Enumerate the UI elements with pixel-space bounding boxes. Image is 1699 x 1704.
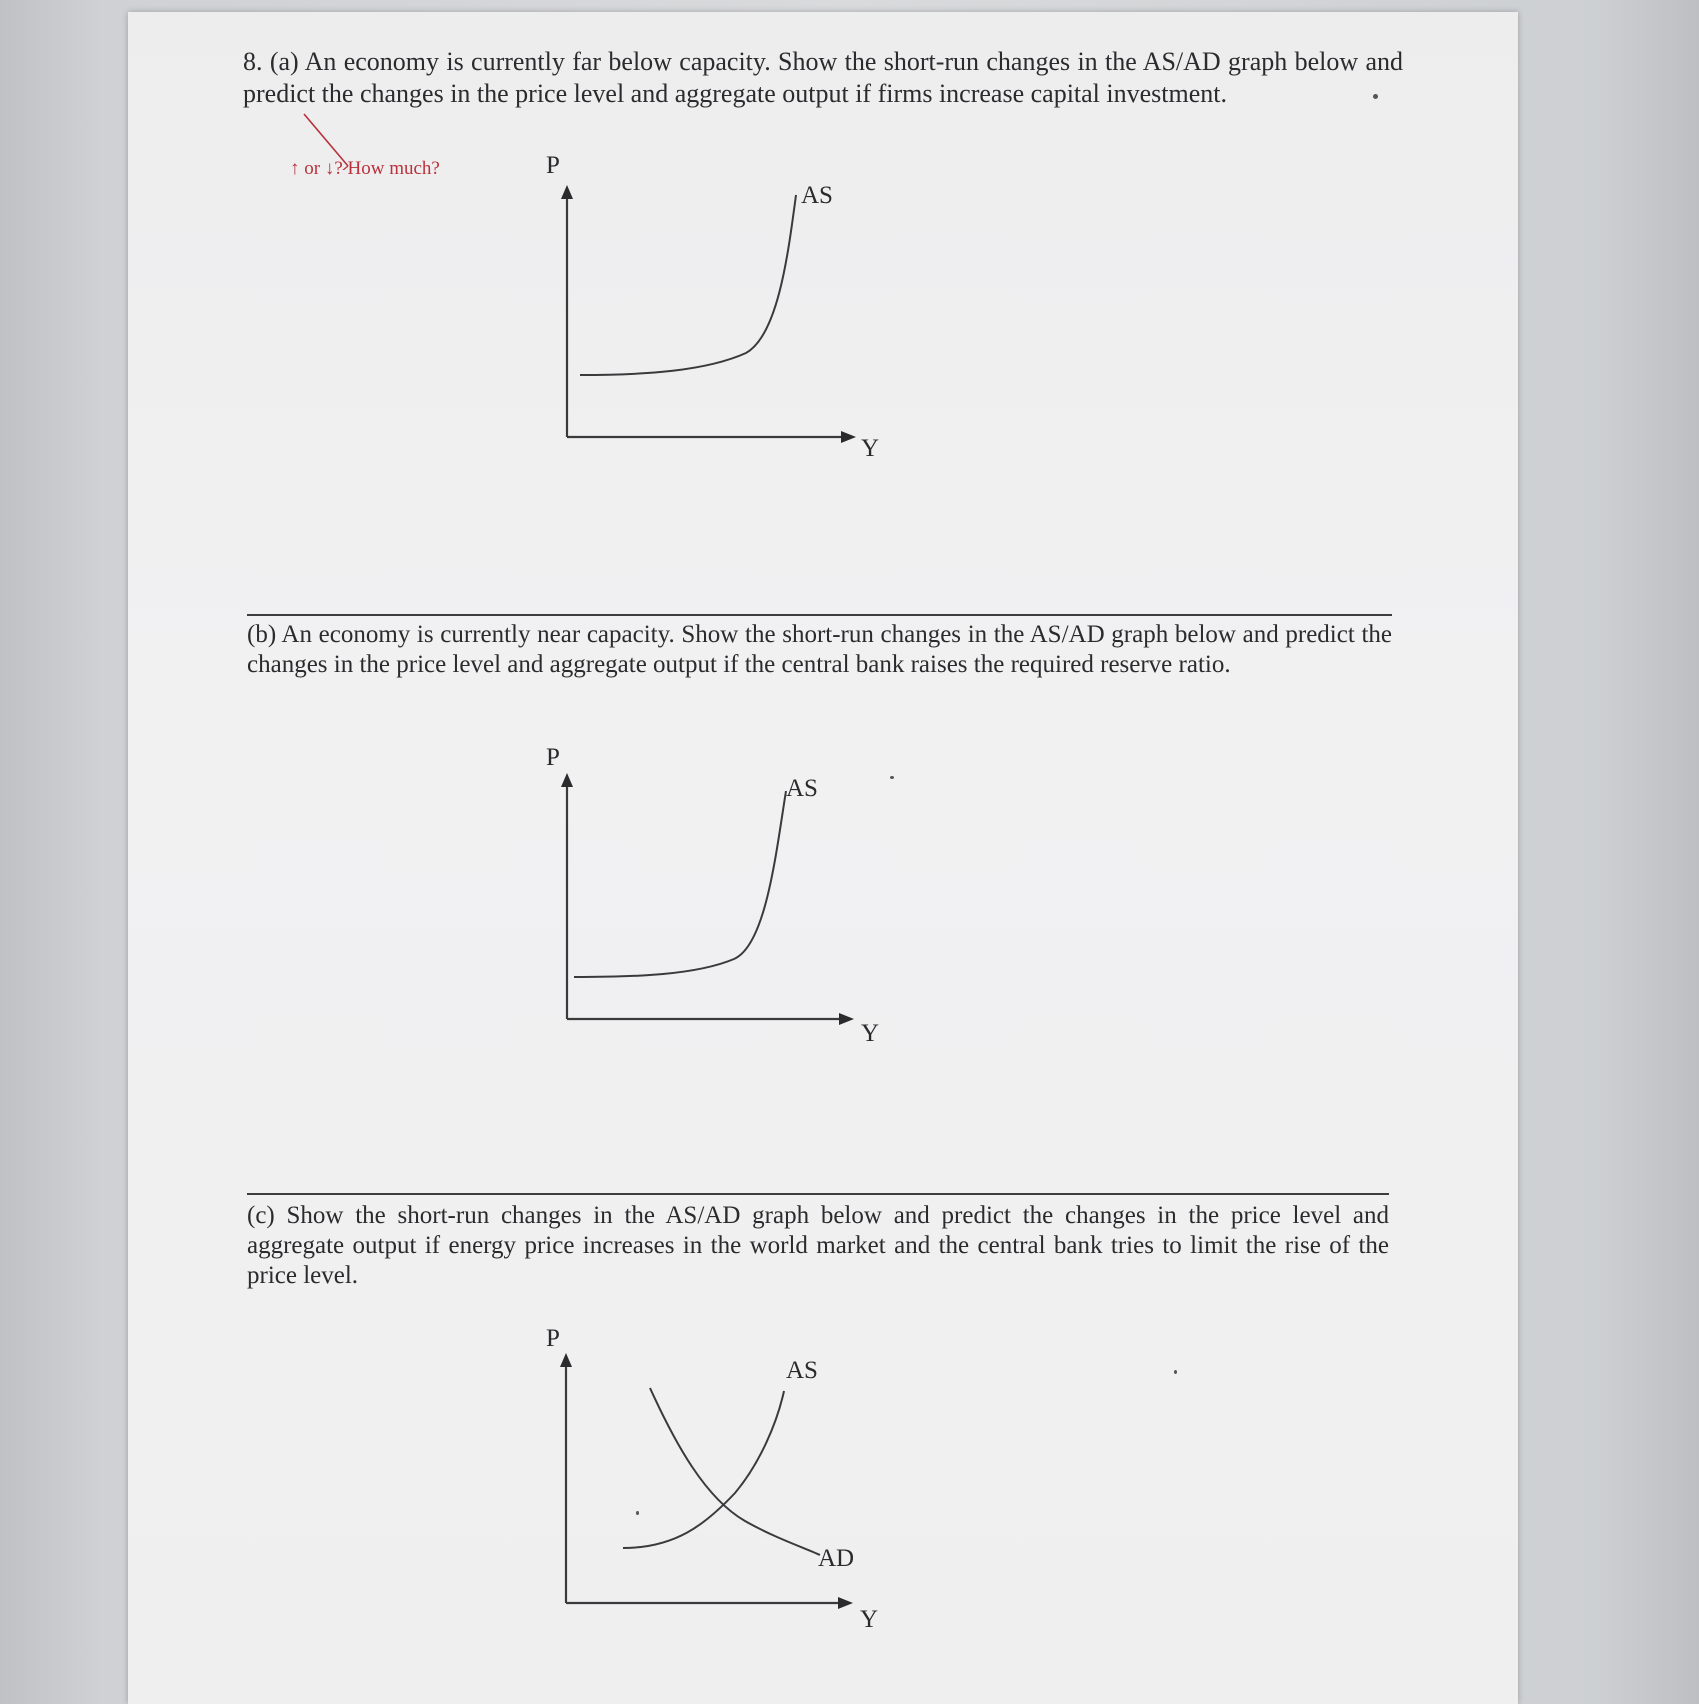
graph-b-p-arrow [561, 773, 573, 787]
divider-a-b [247, 614, 1392, 616]
graph-c-ad-label: AD [818, 1545, 855, 1572]
graph-b-as-label: AS [786, 775, 818, 802]
graph-c-ad-curve [650, 1388, 820, 1555]
graph-c-as-label: AS [786, 1357, 818, 1384]
graph-b-as-curve [574, 791, 786, 977]
question-a-text: 8. (a) An economy is currently far below capacity. Show the short-run changes in the AS/AD graph below and predict the changes in the price level and aggregate output if firms increase capital investment. [243, 47, 1403, 108]
graph-a-axes [556, 185, 876, 445]
graph-a-y-label: Y [861, 435, 880, 462]
paper-speck [1373, 94, 1378, 99]
graph-c-as-curve [623, 1391, 784, 1548]
divider-b-c [247, 1193, 1389, 1195]
graph-a-y-arrow [841, 431, 856, 443]
graph-a-as-label: AS [801, 182, 833, 209]
graph-a-p-label: P [546, 152, 560, 179]
graph-b-y-label: Y [861, 1020, 880, 1047]
paper-speck [1174, 1370, 1177, 1374]
graph-b-p-label: P [546, 744, 560, 771]
graph-b-y-arrow [839, 1013, 854, 1025]
graph-c-p-arrow [560, 1353, 572, 1367]
paper-speck [890, 776, 894, 779]
graph-c-y-label: Y [860, 1606, 879, 1633]
graph-b-axes [556, 773, 876, 1033]
graph-a-as-curve [580, 195, 796, 375]
graph-c-axes [555, 1353, 875, 1613]
paper-speck [636, 1511, 639, 1515]
graph-a-p-arrow [561, 185, 573, 199]
question-c-text: (c) Show the short-run changes in the AS/AD graph below and predict the changes in the price level and aggregate output if energy price increases in the world market and the central bank tries to limit the rise of the price level. [247, 1202, 1389, 1289]
question-b-text: (b) An economy is currently near capacity. Show the short-run changes in the AS/AD graph below and predict the changes in the price level and aggregate output if the central bank raises the required reserve ratio. [247, 621, 1392, 678]
handwritten-annotation: ↑ or ↓? How much? [290, 158, 440, 179]
graph-c-p-label: P [546, 1325, 560, 1352]
graph-c-y-arrow [838, 1597, 853, 1609]
